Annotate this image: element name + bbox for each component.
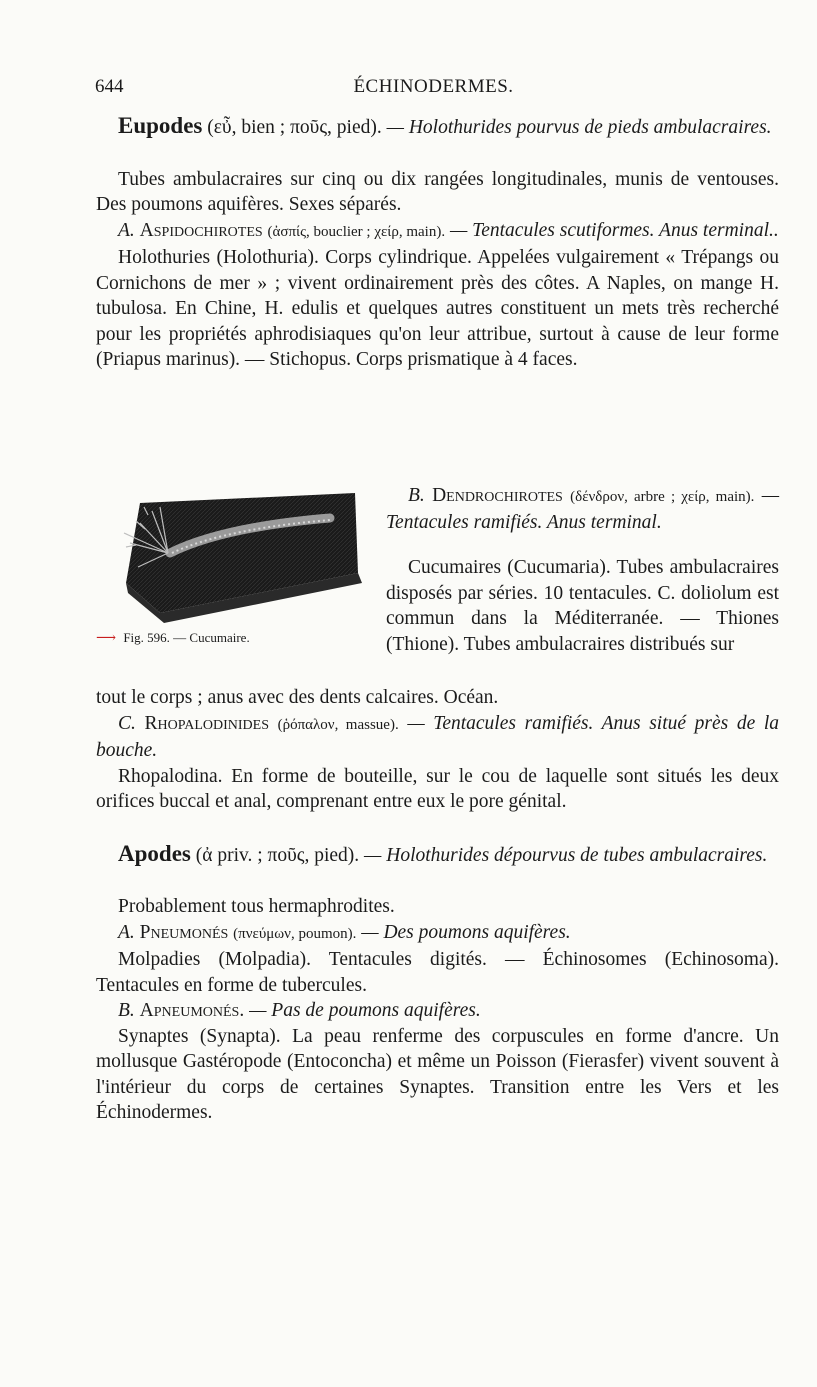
- aspidochirotes-definition: — Tentacules scutiformes. Anus terminal..: [449, 219, 779, 241]
- eupodes-heading: [96, 113, 779, 141]
- cucumaria-illustration: [100, 463, 370, 631]
- apodes-heading: [96, 841, 779, 869]
- pneumones-etymology: (πνεύμων, poumon).: [233, 925, 357, 942]
- holothuries-paragraph: Holothuries (Holothuria). Corps cylindrique. Appelées vulgairement « Trépangs ou Cornichons de mer » ; vivent ordinairement près des côtes. A Naples, on mange H. tubulosa. En Chine, H. edulis et quelques autres constituent un mets très recherché pour les propriétés aphrodisiaques qu'on leur attribue, surtout à cause de leur forme (Priapus marinus). — Stichopus. Corps prismatique à 4 faces.: [96, 247, 779, 370]
- apneumones-name: Apneumonés.: [139, 1000, 245, 1021]
- dendrochirotes-heading: [386, 483, 779, 536]
- figure-side-text: [386, 463, 779, 677]
- arrow-icon: ⟶: [96, 631, 117, 646]
- eupodes-name: Eupodes: [118, 113, 203, 138]
- running-header: [95, 76, 772, 100]
- page-number: 644: [95, 76, 124, 97]
- synaptes-paragraph: Synaptes (Synapta). La peau renferme des corpuscules en forme d'ancre. Un mollusque Gastéropode (Entoconcha) et même un Poisson (Fierasfer) vivent souvent à l'intérieur du corps de certaines Synaptes. Transition entre les Vers et les Échinodermes.: [96, 1025, 779, 1123]
- dendrochirotes-etymology: (δένδρον, arbre ; χείρ, main).: [570, 488, 755, 505]
- dendrochirotes-name: Dendrochirotes: [432, 484, 563, 506]
- apneumones-letter: B.: [118, 1000, 135, 1021]
- rhopalodinides-name: Rhopalodinides: [144, 712, 269, 734]
- lower-column: [96, 685, 779, 1126]
- figure-caption: [96, 630, 250, 647]
- aspidochirotes-etymology: (ἀσπίς, bouclier ; χείρ, main).: [267, 223, 446, 240]
- apodes-name: Apodes: [118, 840, 191, 866]
- apneumones-heading: [96, 998, 779, 1024]
- rhopalodinides-letter: C.: [118, 712, 136, 734]
- dendrochirotes-definition: — Tentacules ramifiés. Anus terminal.: [386, 484, 780, 533]
- upper-column: [96, 113, 779, 373]
- eupodes-description: Tubes ambulacraires sur cinq ou dix rangées longitudinales, munis de ventouses. Des poumons aquifères. Sexes séparés.: [96, 168, 779, 215]
- rhopalodina-paragraph: Rhopalodina. En forme de bouteille, sur le cou de laquelle sont situés les deux orifices buccal et anal, comprenant entre eux le pore génital.: [96, 765, 779, 812]
- cucumaires-paragraph-end: tout le corps ; anus avec des dents calcaires. Océan.: [96, 687, 499, 708]
- cucumaires-paragraph: Cucumaires (Cucumaria). Tubes ambulacraires disposés par séries. 10 tentacules. C. doliolum est commun dans la Méditerranée. — Thiones (Thione). Tubes ambulacraires distribués sur: [386, 557, 779, 655]
- rhopalodinides-etymology: (ῥόπαλον, massue).: [277, 716, 399, 733]
- aspidochirotes-letter: A.: [118, 219, 135, 241]
- figure-caption-text: Fig. 596. — Cucumaire.: [123, 630, 250, 645]
- apodes-definition: — Holothurides dépourvus de tubes ambulacraires.: [364, 844, 768, 866]
- aspidochirotes-name: Aspidochirotes: [139, 219, 263, 241]
- rhopalodinides-heading: [96, 711, 779, 764]
- eupodes-etymology: (εὖ, bien ; ποῦς, pied).: [207, 117, 382, 138]
- aspidochirotes-heading: [96, 218, 779, 246]
- pneumones-letter: A.: [118, 921, 135, 943]
- apodes-etymology: (ἀ priv. ; ποῦς, pied).: [195, 844, 360, 866]
- cucumaria-figure: [100, 463, 370, 631]
- pneumones-definition: — Des poumons aquifères.: [361, 921, 571, 943]
- running-title: ÉCHINODERMES.: [353, 76, 514, 97]
- apneumones-definition: — Pas de poumons aquifères.: [249, 1000, 481, 1021]
- pneumones-name: Pneumonés: [139, 921, 229, 943]
- rhopalodinides-definition: — Tentacules ramifiés. Anus situé près de la bouche.: [96, 712, 780, 761]
- dendrochirotes-letter: B.: [408, 484, 425, 506]
- molpadies-paragraph: Molpadies (Molpadia). Tentacules digités. — Échinosomes (Echinosoma). Tentacules en forme de tubercules.: [96, 949, 779, 996]
- pneumones-heading: [96, 920, 779, 948]
- eupodes-definition: — Holothurides pourvus de pieds ambulacraires.: [386, 117, 772, 138]
- apodes-description: Probablement tous hermaphrodites.: [118, 896, 395, 917]
